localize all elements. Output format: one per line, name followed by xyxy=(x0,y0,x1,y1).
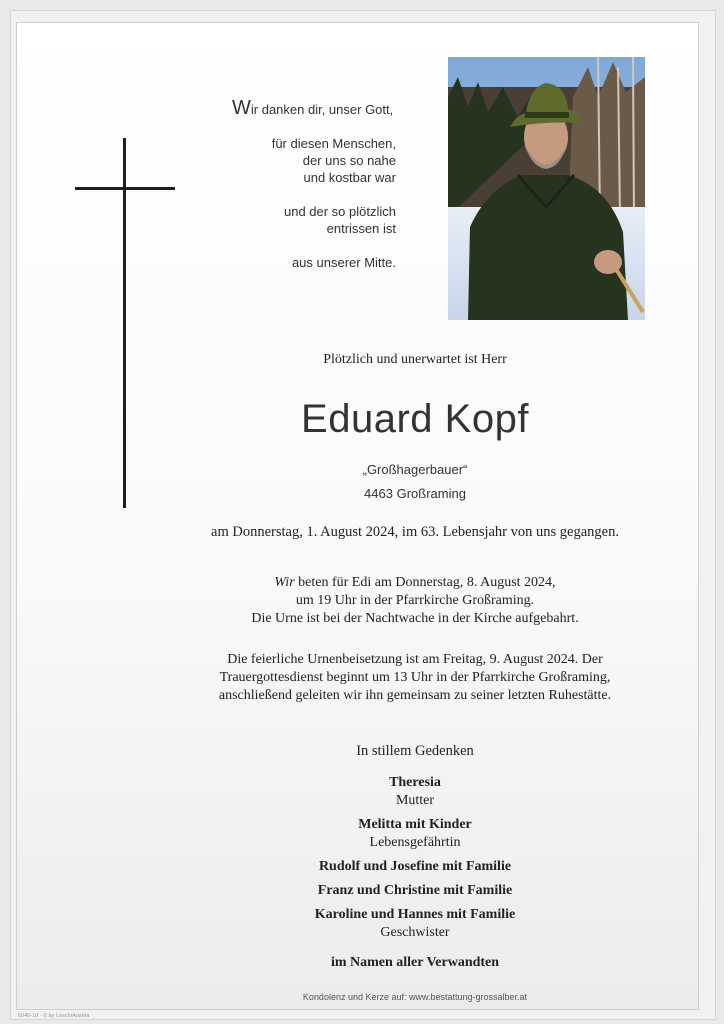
deceased-nickname: „Großhagerbauer“ xyxy=(362,462,468,477)
portrait-photo xyxy=(448,57,645,320)
funeral-paragraph xyxy=(140,651,690,705)
mourner-relation: Geschwister xyxy=(380,925,450,940)
prayer-paragraph xyxy=(150,574,680,628)
poem-line-7: aus unserer Mitte. xyxy=(291,255,396,270)
prayer-line-3: Die Urne ist bei der Nachtwache in der Kirche aufgebahrt. xyxy=(251,611,579,626)
funeral-line-3: anschließend geleiten wir ihn gemeinsam zu seiner letzten Ruhestätte. xyxy=(218,688,612,703)
mourner-name: Karoline und Hannes mit Familie xyxy=(314,907,516,922)
funeral-line-1: Die feierliche Urnenbeisetzung ist am Freitag, 9. August 2024. Der xyxy=(227,652,603,667)
prayer-line-2: um 19 Uhr in der Pfarrkirche Großraming. xyxy=(295,593,535,608)
poem-line-2: für diesen Menschen, xyxy=(271,136,396,151)
poem-line-6: entrissen ist xyxy=(326,221,396,236)
prayer-line-1-rest: beten für Edi am Donnerstag, 8. August 2024, xyxy=(294,575,556,590)
mourner-relation: Mutter xyxy=(395,793,435,808)
prayer-line-1 xyxy=(150,574,680,592)
poem-line-4: und kostbar war xyxy=(303,170,396,185)
mourner-relation: Lebensgefährtin xyxy=(369,835,461,850)
poem-line-1 xyxy=(200,97,396,119)
poem-line-3: der uns so nahe xyxy=(302,153,396,168)
poem-line-5: und der so plötzlich xyxy=(283,204,396,219)
intro-line: Plötzlich und unerwartet ist Herr xyxy=(323,352,507,367)
poem-line-1-rest: ir danken dir, unser Gott, xyxy=(250,102,394,117)
condolence-footer: Kondolenz und Kerze auf: www.bestattung-grossalber.at xyxy=(302,992,528,1002)
deceased-place: 4463 Großraming xyxy=(364,486,466,501)
mourner-name: Rudolf und Josefine mit Familie xyxy=(318,859,512,874)
cross-horizontal-bar xyxy=(75,187,175,190)
prayer-initial: Wir xyxy=(274,575,295,590)
cross-vertical-bar xyxy=(123,138,126,508)
mourner-name: Franz und Christine mit Familie xyxy=(317,883,513,898)
mourner-name: Melitta mit Kinder xyxy=(358,817,472,832)
poem xyxy=(200,97,396,271)
date-of-death: am Donnerstag, 1. August 2024, im 63. Lebensjahr von uns gegangen. xyxy=(211,524,619,540)
print-mark: 5040-10 · © by Lösch/Austria xyxy=(18,1013,90,1019)
funeral-line-2: Trauergottesdienst beginnt um 13 Uhr in der Pfarrkirche Großraming, xyxy=(219,670,611,685)
mourners-list xyxy=(150,742,680,972)
poem-initial: W xyxy=(232,97,251,119)
mourner-closing: im Namen aller Verwandten xyxy=(330,955,500,970)
mourners-heading: In stillem Gedenken xyxy=(356,743,474,759)
mourner-name: Theresia xyxy=(389,775,441,790)
deceased-name: Eduard Kopf xyxy=(301,397,529,441)
